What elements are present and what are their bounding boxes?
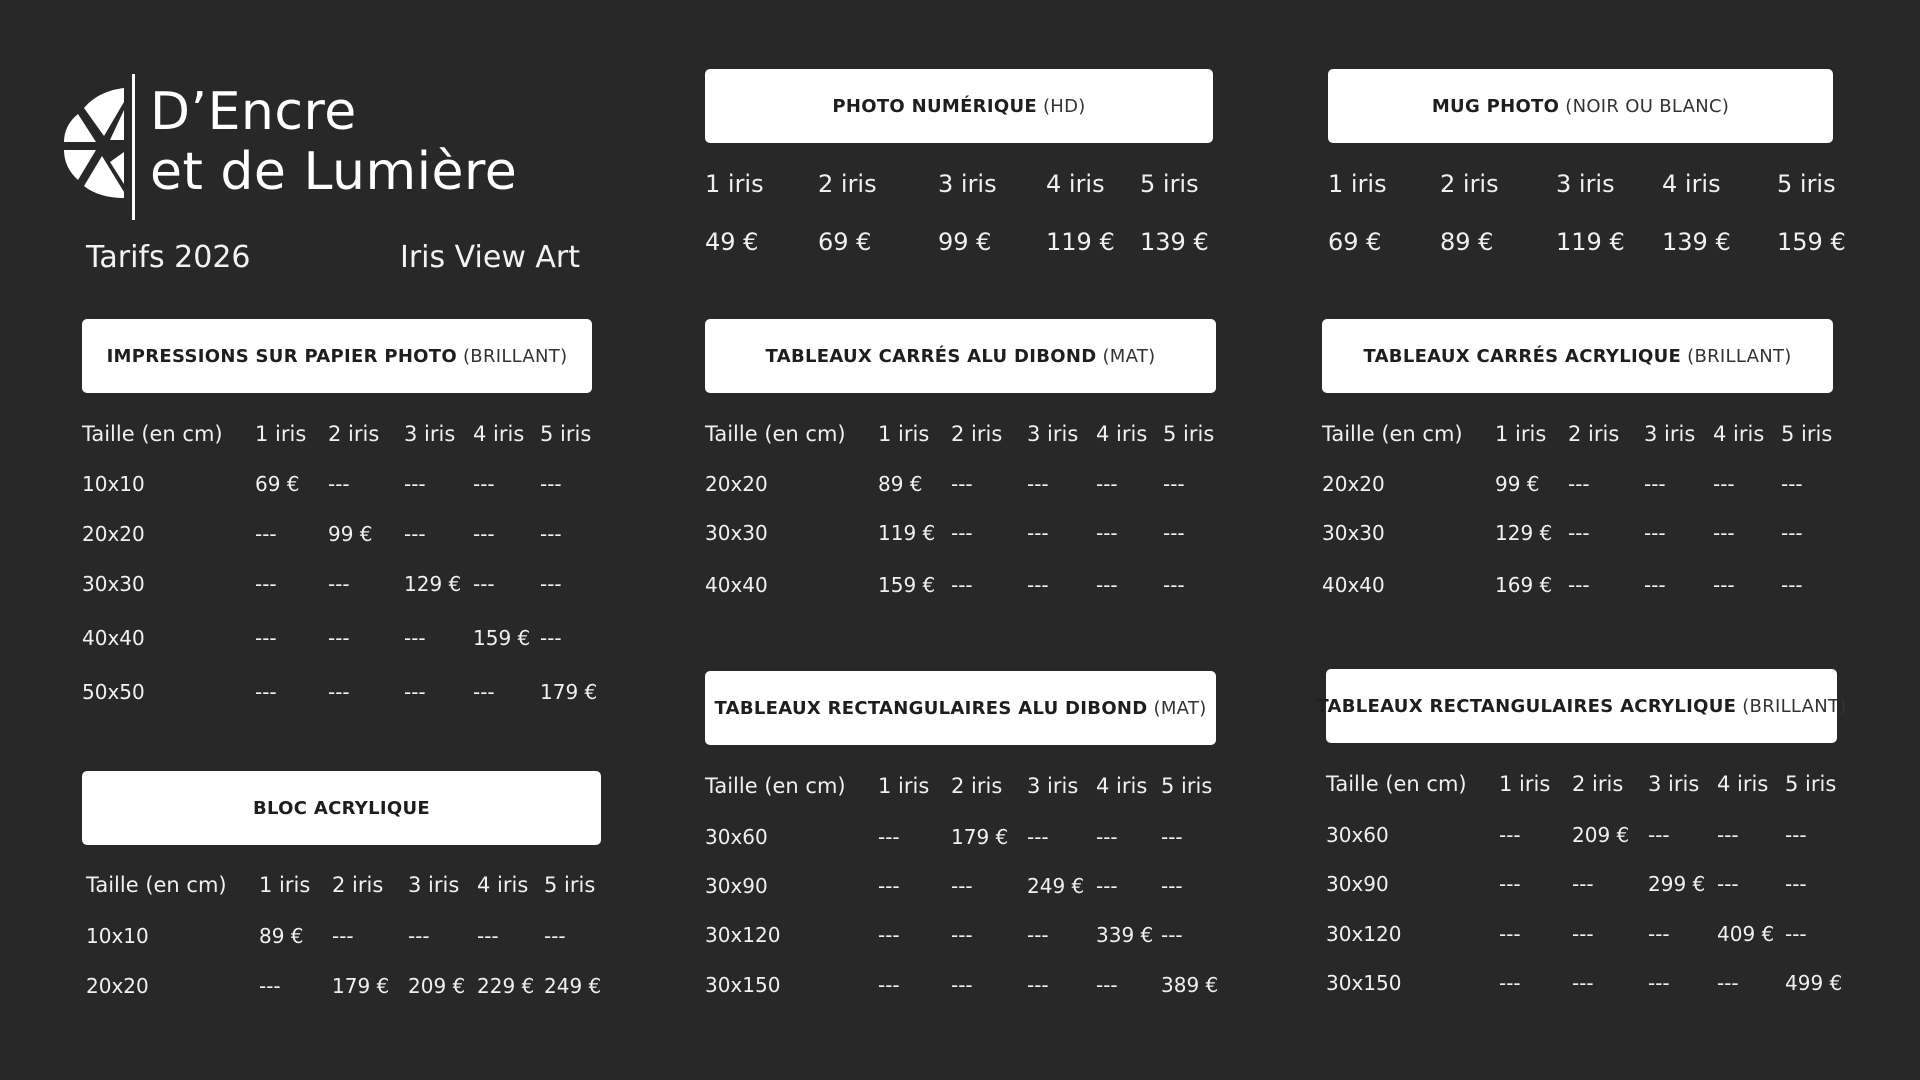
size-cell: 40x40 [82, 626, 145, 650]
empty-cell: --- [1717, 971, 1739, 995]
empty-cell: --- [1781, 521, 1803, 545]
price-cell: 89 € [878, 472, 923, 496]
iris-label: 3 iris [1556, 170, 1615, 198]
size-cell: 20x20 [82, 522, 145, 546]
empty-cell: --- [1027, 472, 1049, 496]
header-title: MUG PHOTO [1431, 95, 1560, 117]
iris-column-header: 4 iris [473, 422, 525, 446]
empty-cell: --- [1572, 971, 1594, 995]
header-mug-photo [1328, 69, 1833, 143]
header-impressions [82, 319, 592, 393]
iris-label: 2 iris [818, 170, 877, 198]
header-note: (MAT) [1153, 697, 1207, 719]
empty-cell: --- [951, 472, 973, 496]
price-cell: 209 € [1572, 823, 1630, 847]
empty-cell: --- [878, 973, 900, 997]
iris-column-header: 1 iris [1495, 422, 1547, 446]
header-rect-alu [705, 671, 1216, 745]
iris-column-header: 3 iris [1027, 774, 1079, 798]
header-note: (HD) [1042, 95, 1086, 117]
empty-cell: --- [255, 626, 277, 650]
iris-column-header: 5 iris [540, 422, 592, 446]
empty-cell: --- [1096, 573, 1118, 597]
empty-cell: --- [1096, 874, 1118, 898]
empty-cell: --- [1644, 472, 1666, 496]
price-cell: 179 € [332, 974, 390, 998]
iris-column-header: 3 iris [1027, 422, 1079, 446]
header-note: (MAT) [1102, 345, 1156, 367]
iris-column-header: 3 iris [1644, 422, 1696, 446]
header-carres-alu [705, 319, 1216, 393]
price-cell: 159 € [1777, 228, 1846, 256]
price-cell: 119 € [1046, 228, 1115, 256]
iris-label: 1 iris [1328, 170, 1387, 198]
empty-cell: --- [1648, 823, 1670, 847]
empty-cell: --- [1163, 573, 1185, 597]
empty-cell: --- [1499, 823, 1521, 847]
iris-column-header: 1 iris [259, 873, 311, 897]
empty-cell: --- [1568, 472, 1590, 496]
price-cell: 409 € [1717, 922, 1775, 946]
header-title: PHOTO NUMÉRIQUE [832, 95, 1037, 117]
empty-cell: --- [1096, 973, 1118, 997]
empty-cell: --- [473, 680, 495, 704]
empty-cell: --- [1568, 573, 1590, 597]
empty-cell: --- [328, 472, 350, 496]
empty-cell: --- [540, 626, 562, 650]
iris-label: 4 iris [1046, 170, 1105, 198]
size-column-header: Taille (en cm) [82, 422, 223, 446]
empty-cell: --- [1572, 922, 1594, 946]
size-cell: 30x90 [1326, 872, 1389, 896]
empty-cell: --- [473, 472, 495, 496]
price-cell: 69 € [1328, 228, 1382, 256]
empty-cell: --- [1648, 971, 1670, 995]
price-cell: 129 € [404, 572, 462, 596]
empty-cell: --- [255, 680, 277, 704]
price-cell: 499 € [1785, 971, 1843, 995]
price-cell: 99 € [938, 228, 992, 256]
size-cell: 20x20 [1322, 472, 1385, 496]
header-title: BLOC ACRYLIQUE [253, 797, 430, 819]
empty-cell: --- [878, 825, 900, 849]
size-cell: 20x20 [86, 974, 149, 998]
brand-logo [64, 74, 518, 224]
price-cell: 249 € [544, 974, 602, 998]
iris-column-header: 4 iris [1096, 774, 1148, 798]
iris-column-header: 5 iris [1785, 772, 1837, 796]
price-cell: 249 € [1027, 874, 1085, 898]
brand-name [150, 82, 517, 202]
empty-cell: --- [1161, 923, 1183, 947]
empty-cell: --- [328, 626, 350, 650]
price-cell: 229 € [477, 974, 535, 998]
size-cell: 30x90 [705, 874, 768, 898]
empty-cell: --- [1027, 923, 1049, 947]
empty-cell: --- [1161, 825, 1183, 849]
empty-cell: --- [1648, 922, 1670, 946]
empty-cell: --- [1644, 521, 1666, 545]
price-cell: 49 € [705, 228, 759, 256]
header-bloc-acrylique [82, 771, 601, 845]
price-cell: 89 € [1440, 228, 1494, 256]
empty-cell: --- [540, 472, 562, 496]
empty-cell: --- [1713, 573, 1735, 597]
header-title: IMPRESSIONS SUR PAPIER PHOTO [106, 345, 457, 367]
size-cell: 30x30 [82, 572, 145, 596]
iris-label: 2 iris [1440, 170, 1499, 198]
price-cell: 99 € [328, 522, 373, 546]
header-note: (NOIR OU BLANC) [1565, 95, 1730, 117]
empty-cell: --- [1785, 823, 1807, 847]
brand-line1: D’Encre [150, 82, 357, 142]
empty-cell: --- [951, 973, 973, 997]
price-cell: 119 € [1556, 228, 1625, 256]
header-note: (BRILLANT) [462, 345, 568, 367]
iris-column-header: 3 iris [408, 873, 460, 897]
empty-cell: --- [332, 924, 354, 948]
header-photo-numerique [705, 69, 1213, 143]
empty-cell: --- [1572, 872, 1594, 896]
price-cell: 139 € [1140, 228, 1209, 256]
iris-column-header: 5 iris [544, 873, 596, 897]
empty-cell: --- [878, 874, 900, 898]
tarifs-year: Tarifs 2026 [86, 240, 251, 275]
empty-cell: --- [408, 924, 430, 948]
iris-column-header: 4 iris [477, 873, 529, 897]
empty-cell: --- [328, 572, 350, 596]
empty-cell: --- [1163, 472, 1185, 496]
header-title: TABLEAUX RECTANGULAIRES ALU DIBOND [714, 697, 1148, 719]
iris-column-header: 1 iris [1499, 772, 1551, 796]
empty-cell: --- [951, 573, 973, 597]
price-cell: 389 € [1161, 973, 1219, 997]
iris-column-header: 4 iris [1096, 422, 1148, 446]
size-cell: 30x120 [1326, 922, 1402, 946]
empty-cell: --- [404, 680, 426, 704]
empty-cell: --- [1785, 922, 1807, 946]
iris-column-header: 2 iris [1572, 772, 1624, 796]
iris-column-header: 4 iris [1713, 422, 1765, 446]
size-column-header: Taille (en cm) [1326, 772, 1467, 796]
size-cell: 20x20 [705, 472, 768, 496]
header-rect-acrylique [1316, 669, 1847, 743]
header-note: (BRILLANT) [1687, 345, 1792, 367]
empty-cell: --- [1499, 922, 1521, 946]
iris-column-header: 3 iris [1648, 772, 1700, 796]
empty-cell: --- [255, 572, 277, 596]
price-cell: 179 € [540, 680, 598, 704]
empty-cell: --- [1781, 472, 1803, 496]
empty-cell: --- [477, 924, 499, 948]
empty-cell: --- [473, 572, 495, 596]
empty-cell: --- [951, 874, 973, 898]
size-cell: 30x120 [705, 923, 781, 947]
empty-cell: --- [1027, 973, 1049, 997]
header-title: TABLEAUX CARRÉS ALU DIBOND [765, 345, 1097, 367]
empty-cell: --- [544, 924, 566, 948]
price-cell: 89 € [259, 924, 304, 948]
iris-column-header: 2 iris [1568, 422, 1620, 446]
size-cell: 30x150 [705, 973, 781, 997]
empty-cell: --- [951, 923, 973, 947]
size-cell: 40x40 [705, 573, 768, 597]
size-column-header: Taille (en cm) [705, 774, 846, 798]
empty-cell: --- [404, 626, 426, 650]
empty-cell: --- [1499, 971, 1521, 995]
empty-cell: --- [259, 974, 281, 998]
empty-cell: --- [1027, 825, 1049, 849]
size-column-header: Taille (en cm) [1322, 422, 1463, 446]
empty-cell: --- [404, 472, 426, 496]
empty-cell: --- [1096, 825, 1118, 849]
empty-cell: --- [1713, 472, 1735, 496]
size-cell: 30x60 [705, 825, 768, 849]
price-cell: 99 € [1495, 472, 1540, 496]
size-cell: 30x150 [1326, 971, 1402, 995]
empty-cell: --- [1027, 521, 1049, 545]
iris-column-header: 3 iris [404, 422, 456, 446]
empty-cell: --- [1161, 874, 1183, 898]
price-cell: 179 € [951, 825, 1009, 849]
empty-cell: --- [1781, 573, 1803, 597]
empty-cell: --- [404, 522, 426, 546]
price-cell: 209 € [408, 974, 466, 998]
empty-cell: --- [951, 521, 973, 545]
empty-cell: --- [328, 680, 350, 704]
empty-cell: --- [540, 522, 562, 546]
iris-column-header: 2 iris [332, 873, 384, 897]
price-cell: 339 € [1096, 923, 1154, 947]
header-carres-acrylique [1322, 319, 1833, 393]
size-cell: 30x30 [1322, 521, 1385, 545]
empty-cell: --- [255, 522, 277, 546]
header-title: TABLEAUX CARRÉS ACRYLIQUE [1363, 345, 1682, 367]
size-column-header: Taille (en cm) [705, 422, 846, 446]
empty-cell: --- [540, 572, 562, 596]
empty-cell: --- [473, 522, 495, 546]
empty-cell: --- [1713, 521, 1735, 545]
price-cell: 69 € [818, 228, 872, 256]
size-column-header: Taille (en cm) [86, 873, 227, 897]
header-note: (BRILLANT) [1742, 695, 1847, 717]
iris-label: 5 iris [1140, 170, 1199, 198]
iris-column-header: 2 iris [951, 774, 1003, 798]
empty-cell: --- [1717, 872, 1739, 896]
iris-label: 1 iris [705, 170, 764, 198]
iris-column-header: 5 iris [1781, 422, 1833, 446]
iris-column-header: 4 iris [1717, 772, 1769, 796]
iris-column-header: 2 iris [951, 422, 1003, 446]
artist-name: Iris View Art [400, 240, 581, 275]
price-cell: 119 € [878, 521, 936, 545]
price-cell: 299 € [1648, 872, 1706, 896]
size-cell: 10x10 [86, 924, 149, 948]
empty-cell: --- [1027, 573, 1049, 597]
empty-cell: --- [1499, 872, 1521, 896]
size-cell: 50x50 [82, 680, 145, 704]
size-cell: 40x40 [1322, 573, 1385, 597]
iris-column-header: 5 iris [1161, 774, 1213, 798]
price-cell: 159 € [878, 573, 936, 597]
empty-cell: --- [878, 923, 900, 947]
size-cell: 30x60 [1326, 823, 1389, 847]
price-cell: 69 € [255, 472, 300, 496]
empty-cell: --- [1096, 521, 1118, 545]
iris-column-header: 1 iris [878, 422, 930, 446]
logo-divider [132, 74, 135, 220]
header-title: TABLEAUX RECTANGULAIRES ACRYLIQUE [1316, 695, 1737, 717]
size-cell: 10x10 [82, 472, 145, 496]
iris-column-header: 2 iris [328, 422, 380, 446]
price-cell: 139 € [1662, 228, 1731, 256]
empty-cell: --- [1568, 521, 1590, 545]
empty-cell: --- [1785, 872, 1807, 896]
price-cell: 169 € [1495, 573, 1553, 597]
iris-label: 4 iris [1662, 170, 1721, 198]
aperture-logo-icon [64, 88, 130, 198]
price-cell: 129 € [1495, 521, 1553, 545]
iris-column-header: 5 iris [1163, 422, 1215, 446]
empty-cell: --- [1096, 472, 1118, 496]
price-cell: 159 € [473, 626, 531, 650]
iris-column-header: 1 iris [255, 422, 307, 446]
iris-label: 3 iris [938, 170, 997, 198]
empty-cell: --- [1163, 521, 1185, 545]
empty-cell: --- [1717, 823, 1739, 847]
size-cell: 30x30 [705, 521, 768, 545]
iris-label: 5 iris [1777, 170, 1836, 198]
iris-column-header: 1 iris [878, 774, 930, 798]
brand-line2: et de Lumière [150, 142, 518, 202]
empty-cell: --- [1644, 573, 1666, 597]
